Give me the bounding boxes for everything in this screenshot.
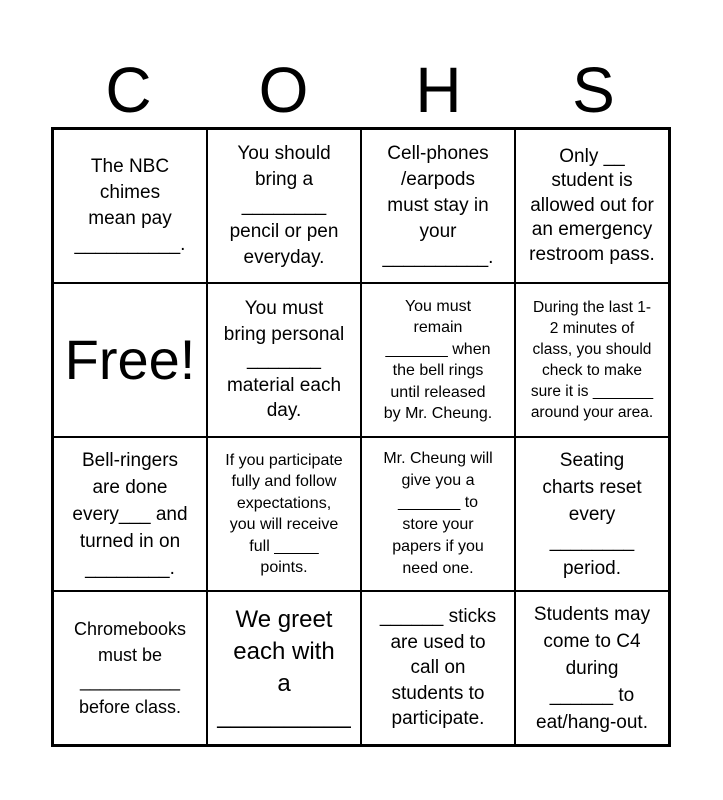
bingo-header — [51, 52, 671, 128]
cell-text: If you participate fully and follow expectations, you will receive full _____ points. — [225, 451, 343, 576]
cell-text: You must remain _______ when the bell rings until released by Mr. Cheung. — [383, 297, 493, 422]
bingo-grid — [51, 127, 671, 747]
bingo-cell[interactable] — [361, 591, 515, 745]
bingo-cell[interactable] — [515, 437, 669, 591]
bingo-cell[interactable] — [207, 437, 361, 591]
bingo-cell[interactable] — [361, 437, 515, 591]
bingo-cell[interactable] — [207, 283, 361, 437]
bingo-cell[interactable] — [361, 283, 515, 437]
bingo-cell[interactable] — [53, 591, 207, 745]
cell-text: Cell-phones /earpods must stay in your __________. — [382, 143, 494, 268]
cell-text: You should bring a ________ pencil or pen everyday. — [229, 143, 339, 268]
header-letter-c: C — [105, 54, 152, 126]
cell-text: The NBC chimes mean pay __________. — [74, 156, 186, 255]
bingo-cell[interactable] — [53, 437, 207, 591]
cell-text: Only __ student is allowed out for an emergency restroom pass. — [529, 145, 655, 265]
cell-text: We greet each with a __________ — [217, 606, 351, 729]
cell-text: Bell-ringers are done every___ and turned in on ________. — [72, 449, 188, 579]
cell-text: Mr. Cheung will give you a _______ to store your papers if you need one. — [383, 450, 493, 577]
bingo-cell[interactable] — [515, 591, 669, 745]
cell-text: Seating charts reset every ________ period. — [542, 449, 642, 579]
free-cell[interactable] — [53, 283, 207, 437]
header-letter-o: O — [258, 54, 309, 126]
bingo-cell[interactable] — [515, 129, 669, 283]
cell-text: During the last 1- 2 minutes of class, you should check to make sure it is _______ around your area. — [530, 299, 654, 421]
bingo-cell[interactable] — [207, 129, 361, 283]
bingo-cell[interactable] — [361, 129, 515, 283]
header-letter-h: H — [415, 54, 462, 126]
free-text: Free! — [64, 328, 196, 391]
cell-text: ______ sticks are used to call on students to participate. — [379, 606, 497, 730]
cell-text: Chromebooks must be __________ before class. — [73, 619, 187, 717]
bingo-cell[interactable] — [515, 283, 669, 437]
cell-text: Students may come to C4 during ______ to eat/hang-out. — [533, 603, 651, 733]
bingo-cell[interactable] — [53, 129, 207, 283]
bingo-cell[interactable] — [207, 591, 361, 745]
header-letter-s: S — [572, 54, 615, 126]
cell-text: You must bring personal _______ material each day. — [223, 298, 345, 422]
